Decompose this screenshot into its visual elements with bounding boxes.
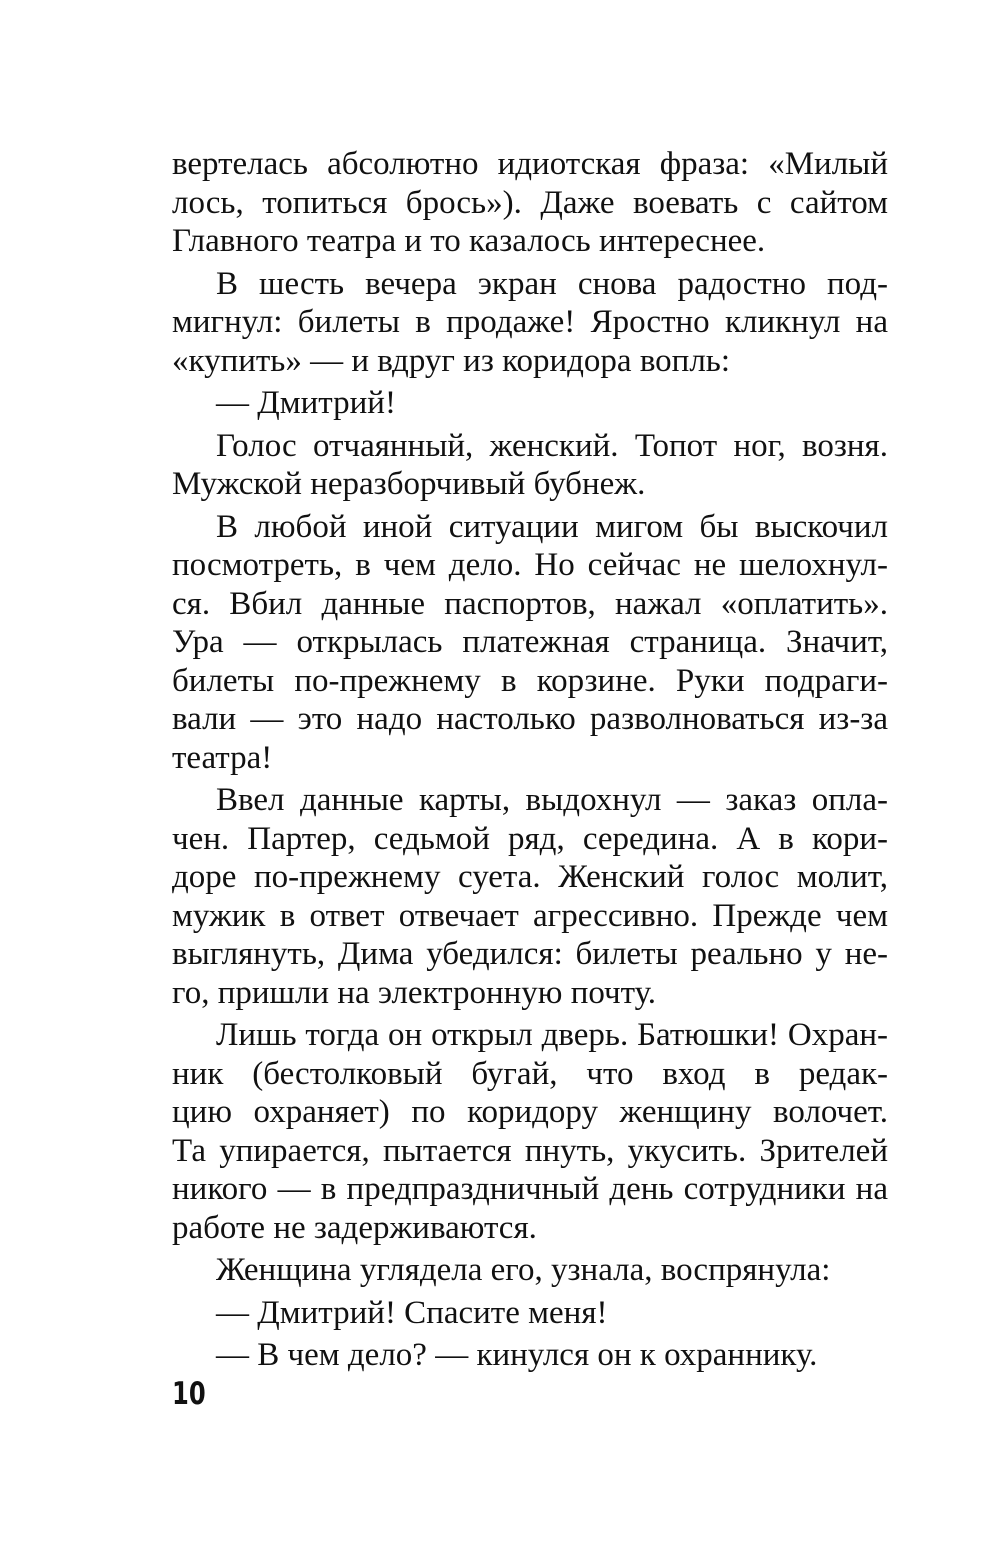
text-line: никого — в предпраздничный день сотрудники на (172, 1171, 888, 1207)
paragraph (172, 1251, 888, 1290)
text-line: билеты по-прежнему в корзине. Руки подраги- (172, 662, 888, 699)
text-line: чен. Партер, седьмой ряд, середина. А в кори- (172, 820, 888, 857)
text-line: вертелась абсолютно идиотская фраза: «Милый (172, 146, 888, 182)
paragraph (172, 1336, 888, 1375)
text-line: доре по-прежнему суета. Женский голос молит, (172, 859, 888, 895)
text-line: мужик в ответ отвечает агрессивно. Прежде чем (172, 897, 888, 934)
text-line: — Дмитрий! Спасите меня! (216, 1294, 608, 1331)
text-line: ник (бестолковый бугай, что вход в редак- (172, 1055, 888, 1092)
text-line: Голос отчаянный, женский. Топот ног, возня. (216, 427, 888, 464)
text-line: В шесть вечера экран снова радостно под- (216, 265, 888, 302)
text-line: выглянуть, Дима убедился: билеты реально у не- (172, 936, 888, 972)
text-line: го, пришли на электронную почту. (172, 974, 657, 1011)
text-line: ся. Вбил данные паспортов, нажал «оплатить». (172, 585, 888, 622)
text-line: В любой иной ситуации мигом бы выскочил (216, 508, 888, 545)
paragraph (172, 1294, 888, 1333)
text-line: Ввел данные карты, выдохнул — заказ опла- (216, 782, 888, 818)
body-text (172, 145, 888, 1375)
paragraph (172, 384, 888, 423)
paragraph (172, 1016, 888, 1247)
paragraph (172, 781, 888, 1012)
text-line: Ура — открылась платежная страница. Значит, (172, 624, 888, 660)
paragraph (172, 508, 888, 778)
text-line: Лишь тогда он открыл дверь. Батюшки! Охран- (216, 1017, 888, 1053)
text-line: Женщина углядела его, узнала, воспрянула: (216, 1252, 831, 1288)
text-line: мигнул: билеты в продаже! Яростно кликнул на (172, 304, 888, 340)
text-line: вали — это надо настолько разволноваться из-за (172, 701, 888, 737)
text-line: работе не задерживаются. (172, 1209, 537, 1246)
paragraph (172, 427, 888, 504)
paragraph (172, 265, 888, 381)
text-line: Та упирается, пытается пнуть, укусить. Зрителей (172, 1132, 888, 1169)
text-line: «купить» — и вдруг из коридора вопль: (172, 342, 731, 379)
text-line: — В чем дело? — кинулся он к охраннику. (216, 1337, 818, 1373)
text-line: посмотреть, в чем дело. Но сейчас не шелохнул- (172, 547, 888, 583)
text-line: цию охраняет) по коридору женщину волочет. (172, 1094, 888, 1130)
text-line: театра! (172, 739, 273, 776)
page-number: 10 (172, 1376, 206, 1412)
text-line: Главного театра и то казалось интереснее. (172, 223, 766, 259)
text-line: лось, топиться брось»). Даже воевать с сайтом (172, 184, 888, 221)
paragraph (172, 145, 888, 261)
text-line: — Дмитрий! (216, 385, 396, 421)
text-line: Мужской неразборчивый бубнеж. (172, 466, 646, 502)
